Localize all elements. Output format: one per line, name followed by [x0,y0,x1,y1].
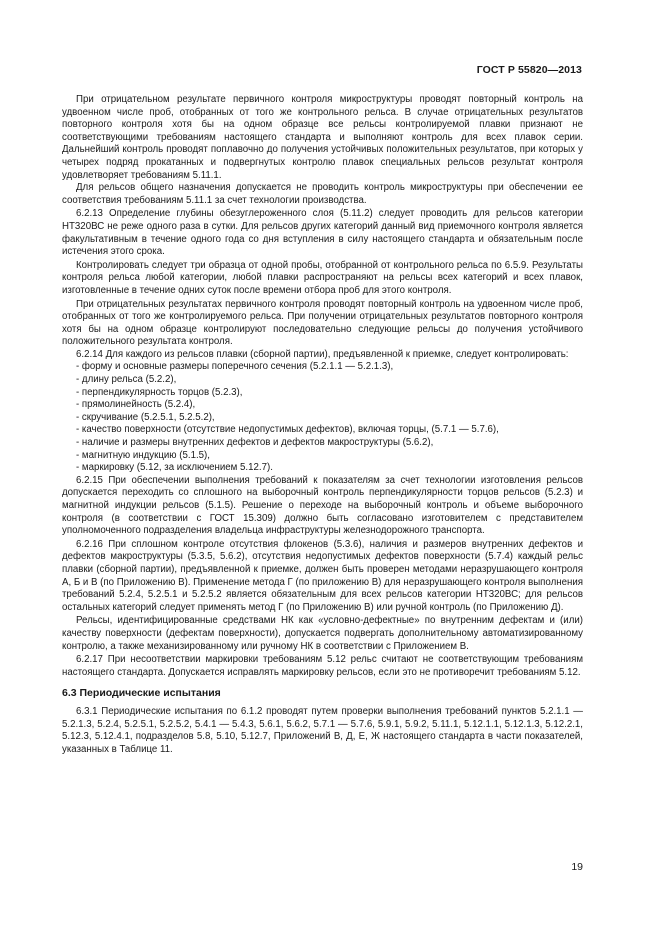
list-item: - форму и основные размеры поперечного сечения (5.2.1.1 — 5.2.1.3), [76,361,394,373]
paragraph-6-2-16: 6.2.16 При сплошном контроле отсутствия флокенов (5.3.6), наличия и размеров внутренних дефектов и дефектов макроструктуры (5.3.5, 5.6.2), отсутствия недопустимых дефектов поверхности (5.7.4) каждый рельс плавки (сборной партии), предъявленной к приемке, должен быть проверен методами неразрушающего контроля А, Б и В (по Приложению В). Применение метода Г (по приложению В) для неразрушающего контроля выполнения требований 5.2.4, 5.2.5.1 и 5.2.5.2 является обязательным для всех рельсов категории НТ320ВС; для рельсов остальных категорий следует применять метод Г (по Приложению В) или ручной контроль (по Приложению Д). [62,538,583,613]
paragraph: Для рельсов общего назначения допускается не проводить контроль микроструктуры при обеспечении ее соответствия требованиям 5.11.1 за счет технологии производства. [62,182,583,206]
paragraph: При отрицательных результатах первичного контроля проводят повторный контроль на удвоенном числе проб, отобранных от того же контролируемого рельса. При получении отрицательных результатов повторного контроля хотя бы на одном образце контролируют последовательно следующие рельсы до получения устойчивого положительного результата контроля. [62,298,583,348]
paragraph: При отрицательном результате первичного контроля микроструктуры проводят повторный контроль на удвоенном числе проб, отобранных от того же контрольного рельса. В случае отрицательных результатов повторного контроля хотя бы на одном образце все рельсы контролируемой плавки признают не соответствующими требованиям настоящего стандарта и выполняют контроль для всех плавок серии. Дальнейший контроль проводят поплавочно до получения устойчивых положительных результатов, при которых у четырех подряд прокатанных и подвергнутых контролю плавок специальных рельсов результат контроля удовлетворяет требованиям 5.11.1. [62,94,583,181]
list-item: - длину рельса (5.2.2), [76,374,177,386]
list-item: - прямолинейность (5.2.4), [76,399,196,411]
list-item: - скручивание (5.2.5.1, 5.2.5.2), [76,411,215,423]
section-title: 6.3 Периодические испытания [62,687,221,700]
list-item: - маркировку (5.12, за исключением 5.12.7). [76,462,273,474]
paragraph-6-2-13: 6.2.13 Определение глубины обезуглероженного слоя (5.11.2) следует проводить для рельсов категории НТ320ВС не реже одного раза в сутки. Для рельсов других категорий данный вид приемочного контроля является факультативным в течение одного года со дня вступления в силу настоящего стандарта и обязательным после истечения этого срока. [62,208,583,258]
paragraph-6-2-15: 6.2.15 При обеспечении выполнения требований к показателям за счет технологии изготовления рельсов допускается переходить со сплошного на выборочный контроль перпендикулярности торцов рельсов (5.2.3) и магнитной индукции рельсов (5.1.5). Решение о переходе на выборочный контроль и объеме выборочного контроля (в соответствии с ГОСТ 15.309) должно быть согласовано изготовителем с представителем уполномоченного подразделения владельца инфраструктуры железнодорожного транспорта. [62,474,583,537]
paragraph: Контролировать следует три образца от одной пробы, отобранной от контрольного рельса по 6.5.9. Результаты контроля рельса любой категории, любой плавки распространяют на рельсы всех категорий и всех плавок, изготовленные в течение одних суток после времени отбора проб для этого контроля. [62,259,583,296]
paragraph: Рельсы, идентифицированные средствами НК как «условно-дефектные» по внутренним дефектам и (или) качеству поверхности (дефектам поверхности), допускается подвергать дополнительному автоматизированному контролю, а также механизированному или ручному НК в соответствии с Приложением В. [62,615,583,652]
paragraph-6-3-1: 6.3.1 Периодические испытания по 6.1.2 проводят путем проверки выполнения требований пунктов 5.2.1.1 — 5.2.1.3, 5.2.4, 5.2.5.1, 5.2.5.2, 5.4.1 — 5.4.3, 5.6.1, 5.6.2, 5.7.1 — 5.7.6, 5.9.1, 5.9.2, 5.11.1, 5.12.1.1, 5.12.1.3, 5.12.2.1, 5.12.3, 5.12.4.1, подразделов 5.8, 5.10, 5.12.7, Приложений В, Д, Е, Ж настоящего стандарта в части показателей, указанных в Таблице 11. [62,705,583,755]
document-body [62,94,583,756]
control-list [62,361,583,474]
list-item: - магнитную индукцию (5.1.5), [76,449,210,461]
list-item: - перпендикулярность торцов (5.2.3), [76,386,243,398]
paragraph-6-2-14: 6.2.14 Для каждого из рельсов плавки (сборной партии), предъявленной к приемке, следует контролировать: [76,348,569,360]
paragraph-6-2-17: 6.2.17 При несоответствии маркировки требованиям 5.12 рельс считают не соответствующим требованиям настоящего стандарта. Допускается исправлять маркировку рельсов, если это не противоречит требованиям 5.12. [62,654,583,678]
document-code-header: ГОСТ Р 55820—2013 [476,64,582,76]
list-item: - качество поверхности (отсутствие недопустимых дефектов), включая торцы, (5.7.1 — 5.7.6), [76,424,499,436]
page-number: 19 [571,861,583,873]
list-item: - наличие и размеры внутренних дефектов и дефектов макроструктуры (5.6.2), [76,437,434,449]
